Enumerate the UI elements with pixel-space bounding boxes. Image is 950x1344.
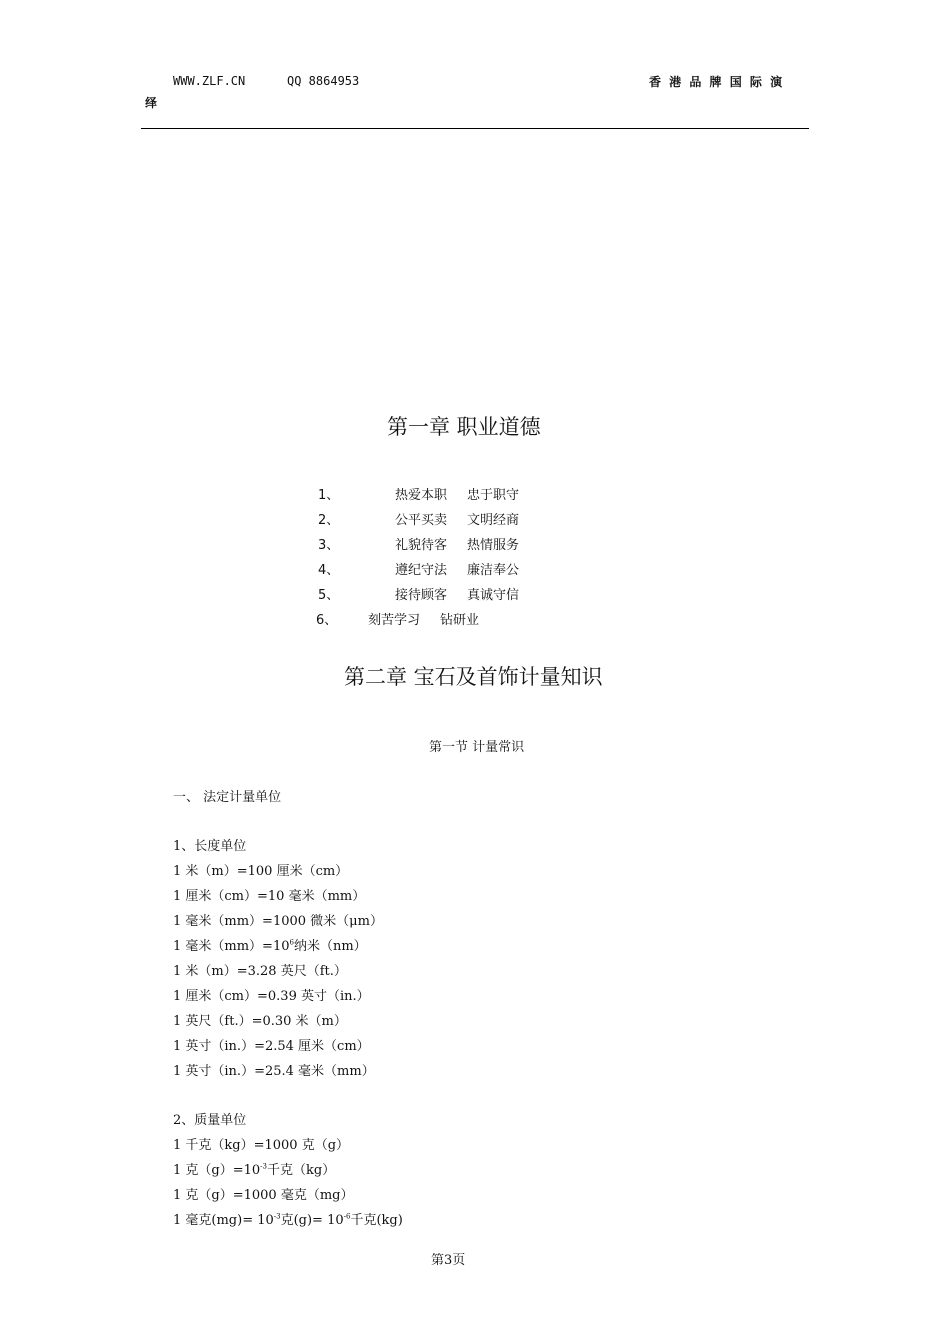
length-line: 1 厘米（cm）=0.39 英寸（in.） [173,989,370,1004]
section-title: 第一节 计量常识 [429,740,525,755]
header-qq: QQ 8864953 [287,74,360,88]
mass-line [173,1159,335,1178]
mass-units-title: 2、质量单位 [173,1113,247,1128]
length-line: 1 英尺（ft.）=0.30 米（m） [173,1014,347,1029]
line-prefix: 1 毫克(mg)= 10 [173,1213,274,1228]
page-number: 第3页 [431,1253,466,1268]
item-number: 2、 [318,513,340,528]
length-line: 1 英寸（in.）=2.54 厘米（cm） [173,1039,370,1054]
item-number: 6、 [316,613,338,628]
header-rule [141,128,809,129]
item-text-a: 接待顾客 [395,588,448,603]
heading-legal-units: 一、 法定计量单位 [173,790,282,805]
line-suffix: 千克(kg) [350,1213,403,1228]
item-text-a: 热爱本职 [395,488,448,503]
length-units-title: 1、长度单位 [173,839,247,854]
item-number: 1、 [318,488,340,503]
mass-line [173,1209,403,1228]
line-suffix: 纳米（nm） [293,939,367,954]
exponent: -6 [343,1212,351,1221]
exponent: -3 [273,1212,281,1221]
mass-line: 1 千克（kg）=1000 克（g） [173,1138,350,1153]
item-number: 5、 [318,588,340,603]
item-number: 4、 [318,563,340,578]
item-text-b: 廉洁奉公 [467,563,520,578]
line-suffix: 千克（kg） [267,1163,336,1178]
item-text-a: 刻苦学习 [368,613,421,628]
length-line: 1 毫米（mm）=1000 微米（μm） [173,914,383,929]
header-brand-wrap: 绎 [145,96,158,110]
item-text-a: 遵纪守法 [395,563,448,578]
length-line: 1 厘米（cm）=10 毫米（mm） [173,889,366,904]
header-brand: 香 港 品 牌 国 际 演 [649,75,785,89]
exponent: 6 [289,938,294,947]
exponent: -3 [260,1162,267,1171]
line-prefix: 1 克（g）=10 [173,1163,261,1178]
item-text-a: 公平买卖 [395,513,448,528]
item-text-b: 文明经商 [467,513,520,528]
item-text-a: 礼貌待客 [395,538,448,553]
mass-line: 1 克（g）=1000 毫克（mg） [173,1188,354,1203]
item-text-b: 忠于职守 [467,488,520,503]
line-prefix: 1 毫米（mm）=10 [173,939,290,954]
item-text-b: 钻研业 [440,613,480,628]
length-line-nm [173,935,367,954]
chapter1-title: 第一章 职业道德 [387,415,541,439]
length-line: 1 米（m）=3.28 英尺（ft.） [173,964,347,979]
header-site: WWW.ZLF.CN [173,74,246,88]
item-number: 3、 [318,538,340,553]
line-middle: 克(g)= 10 [280,1213,344,1228]
chapter2-title: 第二章 宝石及首饰计量知识 [344,665,603,689]
item-text-b: 真诚守信 [467,588,520,603]
item-text-b: 热情服务 [467,538,520,553]
length-line: 1 米（m）=100 厘米（cm） [173,864,349,879]
length-line: 1 英寸（in.）=25.4 毫米（mm） [173,1064,375,1079]
